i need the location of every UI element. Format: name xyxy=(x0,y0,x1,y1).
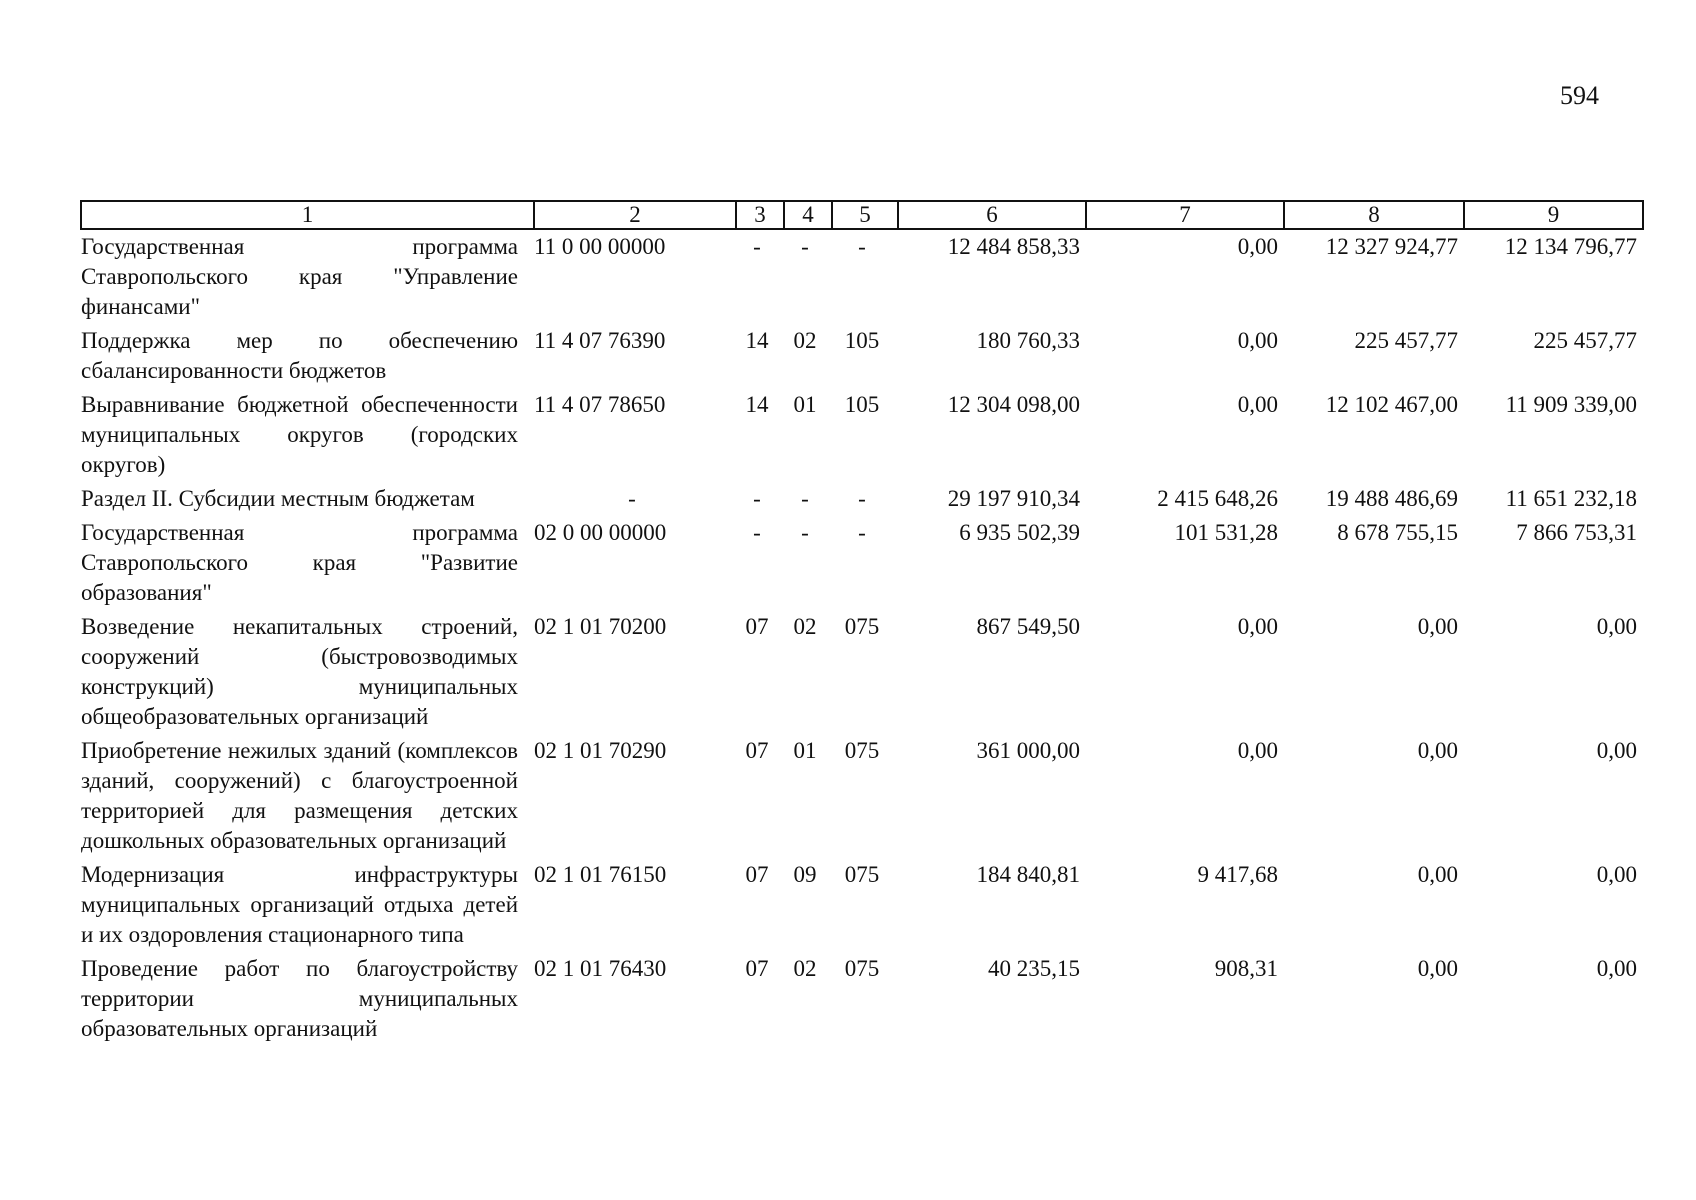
column-header: 3 xyxy=(736,201,784,229)
row-col3: 14 xyxy=(745,392,769,417)
row-col5: - xyxy=(858,234,866,259)
row-col4: - xyxy=(801,486,809,511)
column-header: 2 xyxy=(534,201,736,229)
table-row xyxy=(81,516,1643,610)
row-col4: 02 xyxy=(793,328,817,353)
row-name: Поддержка мер по обеспечению сбалансированности бюджетов xyxy=(81,328,518,383)
row-amount-8: 0,00 xyxy=(1417,862,1458,887)
row-amount-6: 40 235,15 xyxy=(988,956,1080,981)
row-name: Государственная программа Ставропольского края "Управление финансами" xyxy=(81,234,518,319)
row-amount-6: 6 935 502,39 xyxy=(959,520,1080,545)
row-amount-9: 0,00 xyxy=(1596,614,1637,639)
table-row xyxy=(81,388,1643,482)
row-amount-6: 180 760,33 xyxy=(976,328,1080,353)
column-header: 8 xyxy=(1284,201,1464,229)
row-col4: 01 xyxy=(793,738,817,763)
row-amount-8: 19 488 486,69 xyxy=(1325,486,1458,511)
row-col5: - xyxy=(858,486,866,511)
row-col5: 105 xyxy=(844,392,880,417)
row-amount-7: 908,31 xyxy=(1214,956,1278,981)
row-name: Выравнивание бюджетной обеспеченности муниципальных округов (городских округов) xyxy=(81,392,518,477)
row-amount-7: 0,00 xyxy=(1237,738,1278,763)
row-name: Модернизация инфраструктуры муниципальных организаций отдыха детей и их оздоровления стационарного типа xyxy=(81,862,518,947)
row-code: 02 0 00 00000 xyxy=(534,520,667,545)
row-amount-8: 0,00 xyxy=(1417,738,1458,763)
column-header: 5 xyxy=(832,201,898,229)
row-col4: 01 xyxy=(793,392,817,417)
row-col3: 07 xyxy=(745,956,769,981)
table-row xyxy=(81,858,1643,952)
row-col3: 07 xyxy=(745,738,769,763)
row-code: 11 4 07 78650 xyxy=(534,392,666,417)
row-amount-7: 0,00 xyxy=(1237,392,1278,417)
row-amount-8: 12 327 924,77 xyxy=(1325,234,1458,259)
row-amount-6: 12 304 098,00 xyxy=(947,392,1080,417)
row-amount-7: 9 417,68 xyxy=(1197,862,1278,887)
row-col4: 02 xyxy=(793,956,817,981)
column-header: 6 xyxy=(898,201,1086,229)
row-col3: 07 xyxy=(745,614,769,639)
row-col3: - xyxy=(753,234,761,259)
row-name: Раздел II. Субсидии местным бюджетам xyxy=(81,486,475,511)
row-amount-9: 0,00 xyxy=(1596,738,1637,763)
row-amount-9: 225 457,77 xyxy=(1533,328,1637,353)
row-name: Государственная программа Ставропольского края "Развитие образования" xyxy=(81,520,518,605)
row-col5: 075 xyxy=(844,956,880,981)
row-amount-9: 12 134 796,77 xyxy=(1504,234,1637,259)
row-code: 02 1 01 70200 xyxy=(534,614,667,639)
row-amount-9: 0,00 xyxy=(1596,956,1637,981)
table-row xyxy=(81,952,1643,1046)
row-amount-8: 12 102 467,00 xyxy=(1325,392,1458,417)
row-col3: - xyxy=(753,486,761,511)
row-col3: 14 xyxy=(745,328,769,353)
row-amount-6: 12 484 858,33 xyxy=(947,234,1080,259)
row-amount-9: 7 866 753,31 xyxy=(1516,520,1637,545)
column-header: 7 xyxy=(1086,201,1284,229)
row-amount-8: 0,00 xyxy=(1417,956,1458,981)
table-header-row xyxy=(81,201,1643,229)
page-number: 594 xyxy=(1560,81,1599,110)
row-col4: 02 xyxy=(793,614,817,639)
row-code: 11 4 07 76390 xyxy=(534,328,666,353)
row-name: Приобретение нежилых зданий (комплексов зданий, сооружений) с благоустроенной территорией для размещения детских дошкольных образовательных организаций xyxy=(81,738,518,853)
row-col5: - xyxy=(858,520,866,545)
row-col5: 075 xyxy=(844,614,880,639)
row-amount-6: 867 549,50 xyxy=(976,614,1080,639)
table-row xyxy=(81,734,1643,858)
row-code: 02 1 01 70290 xyxy=(534,738,667,763)
row-amount-6: 29 197 910,34 xyxy=(947,486,1080,511)
table-row xyxy=(81,610,1643,734)
row-amount-7: 0,00 xyxy=(1237,234,1278,259)
row-code: 11 0 00 00000 xyxy=(534,234,666,259)
budget-table xyxy=(80,200,1644,1046)
column-header: 1 xyxy=(81,201,534,229)
row-col5: 075 xyxy=(844,862,880,887)
row-amount-8: 225 457,77 xyxy=(1354,328,1458,353)
row-amount-9: 11 909 339,00 xyxy=(1505,392,1637,417)
table-row xyxy=(81,482,1643,516)
column-header: 9 xyxy=(1464,201,1643,229)
row-col5: 105 xyxy=(844,328,880,353)
row-col4: - xyxy=(801,234,809,259)
row-amount-7: 2 415 648,26 xyxy=(1157,486,1278,511)
row-col3: - xyxy=(753,520,761,545)
row-amount-9: 0,00 xyxy=(1596,862,1637,887)
row-name: Проведение работ по благоустройству территории муниципальных образовательных организаций xyxy=(81,956,518,1041)
row-col4: 09 xyxy=(793,862,817,887)
row-amount-7: 0,00 xyxy=(1237,614,1278,639)
row-col4: - xyxy=(801,520,809,545)
table-row xyxy=(81,324,1643,388)
row-amount-8: 0,00 xyxy=(1417,614,1458,639)
row-amount-7: 0,00 xyxy=(1237,328,1278,353)
row-code: 02 1 01 76150 xyxy=(534,862,667,887)
row-amount-8: 8 678 755,15 xyxy=(1337,520,1458,545)
row-amount-6: 361 000,00 xyxy=(976,738,1080,763)
column-header: 4 xyxy=(784,201,832,229)
row-code: 02 1 01 76430 xyxy=(534,956,667,981)
row-amount-6: 184 840,81 xyxy=(976,862,1080,887)
row-col5: 075 xyxy=(844,738,880,763)
table-row xyxy=(81,229,1643,324)
row-col3: 07 xyxy=(745,862,769,887)
row-code: - xyxy=(628,486,636,511)
row-name: Возведение некапитальных строений, сооружений (быстровозводимых конструкций) муниципальных общеобразовательных организаций xyxy=(81,614,518,729)
row-amount-7: 101 531,28 xyxy=(1174,520,1278,545)
row-amount-9: 11 651 232,18 xyxy=(1505,486,1637,511)
